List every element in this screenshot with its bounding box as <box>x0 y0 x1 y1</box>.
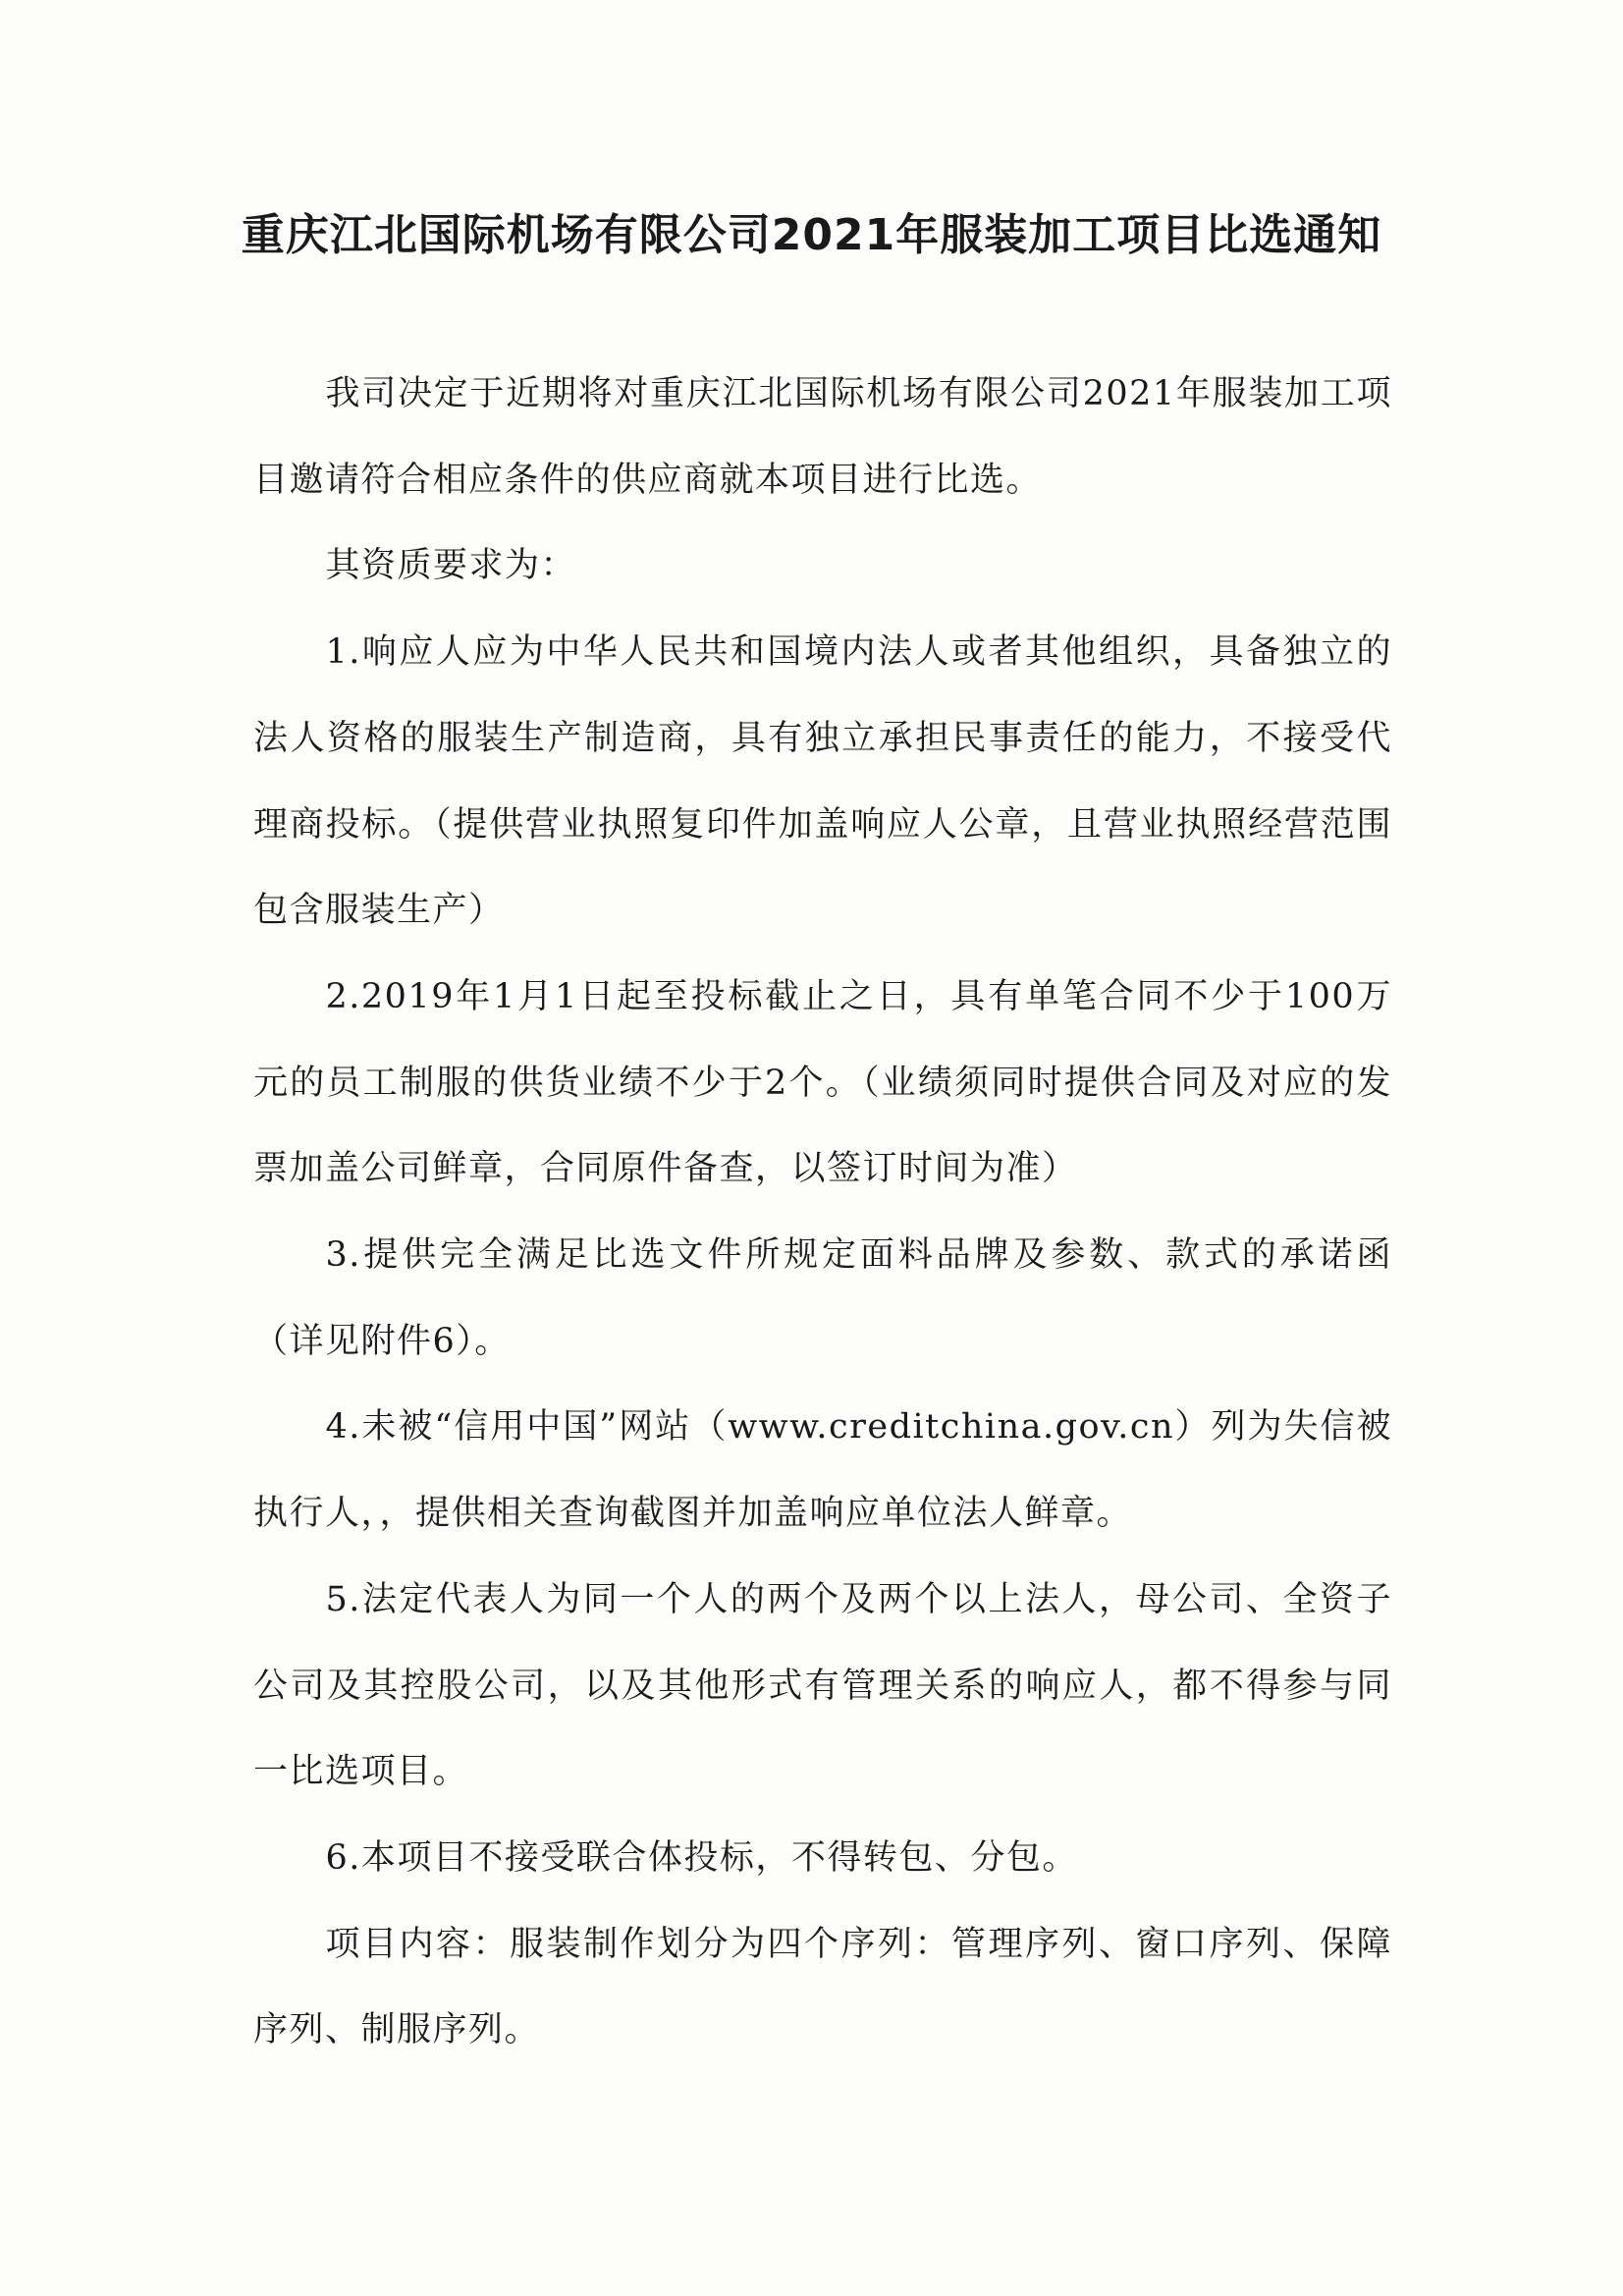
paragraph-project-content: 项目内容：服装制作划分为四个序列：管理序列、窗口序列、保障序列、制服序列。 <box>253 1924 1392 2050</box>
paragraph-requirement-2: 2.2019年1月1日起至投标截止之日，具有单笔合同不少于100万元的员工制服的供货业绩不少于2个。（业绩须同时提供合同及对应的发票加盖公司鲜章，合同原件备查，以签订时间为准） <box>253 976 1392 1189</box>
document-title: 重庆江北国际机场有限公司2021年服装加工项目比选通知 <box>241 210 1382 260</box>
paragraph-requirements-heading: 其资质要求为： <box>325 546 577 586</box>
paragraph-requirement-3: 3.提供完全满足比选文件所规定面料品牌及参数、款式的承诺函（详见附件6）。 <box>253 1235 1392 1361</box>
paragraph-requirement-5: 5.法定代表人为同一个人的两个及两个以上法人，母公司、全资子公司及其控股公司，以及其他形式有管理关系的响应人，都不得参与同一比选项目。 <box>253 1579 1392 1792</box>
paragraph-requirement-4: 4.未被“信用中国”网站（www.creditchina.gov.cn）列为失信被执行人，，提供相关查询截图并加盖响应单位法人鲜章。 <box>253 1407 1392 1534</box>
paragraph-requirement-1: 1.响应人应为中华人民共和国境内法人或者其他组织，具备独立的法人资格的服装生产制造商，具有独立承担民事责任的能力，不接受代理商投标。（提供营业执照复印件加盖响应人公章，且营业执照经营范围包含服装生产） <box>253 632 1392 931</box>
paragraph-intro: 我司决定于近期将对重庆江北国际机场有限公司2021年服装加工项目邀请符合相应条件的供应商就本项目进行比选。 <box>253 374 1392 500</box>
paragraph-requirement-6: 6.本项目不接受联合体投标，不得转包、分包。 <box>325 1837 1078 1878</box>
document-body <box>253 352 1392 2074</box>
